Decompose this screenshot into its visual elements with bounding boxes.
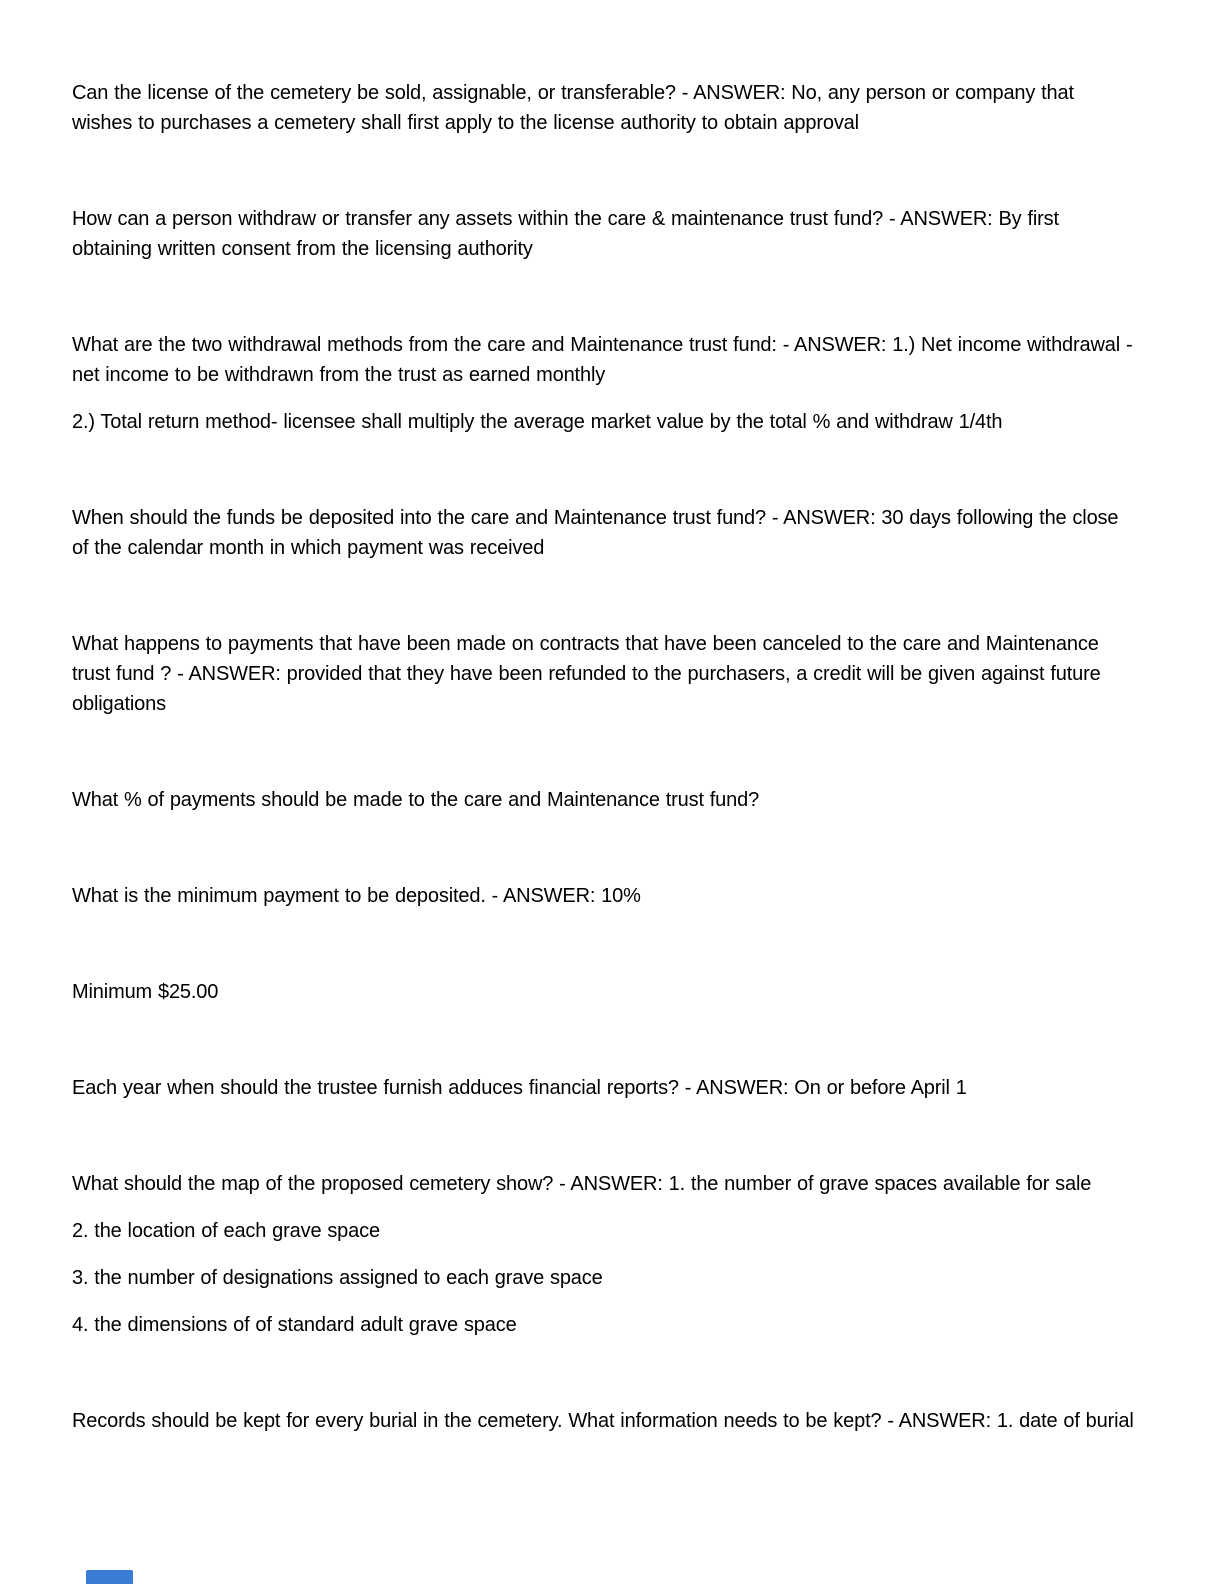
paragraph: What is the minimum payment to be deposited. - ANSWER: 10% bbox=[72, 885, 641, 907]
paragraph: When should the funds be deposited into the care and Maintenance trust fund? - ANSWER: 30 days following the close of the calendar month in which payment was received bbox=[72, 507, 1119, 559]
paragraph: 2.) Total return method- licensee shall multiply the average market value by the total % and withdraw 1/4th bbox=[72, 411, 1003, 433]
paragraph: 4. the dimensions of of standard adult grave space bbox=[72, 1314, 517, 1336]
paragraph: What are the two withdrawal methods from the care and Maintenance trust fund: - ANSWER: 1.) Net income withdrawal - net income to be withdrawn from the trust as earned monthly bbox=[72, 334, 1133, 386]
paragraph: Minimum $25.00 bbox=[72, 981, 219, 1003]
paragraph: How can a person withdraw or transfer any assets within the care & maintenance trust fund? - ANSWER: By first obtaining written consent from the licensing authority bbox=[72, 208, 1059, 260]
paragraph: What % of payments should be made to the care and Maintenance trust fund? bbox=[72, 789, 760, 811]
paragraph: 3. the number of designations assigned to each grave space bbox=[72, 1267, 603, 1289]
paragraph: Each year when should the trustee furnish adduces financial reports? - ANSWER: On or before April 1 bbox=[72, 1077, 967, 1099]
paragraph: What happens to payments that have been made on contracts that have been canceled to the care and Maintenance trust fund ? - ANSWER: provided that they have been refunded to the purchasers, a credit will be given against future obligations bbox=[72, 633, 1101, 715]
paragraph: Can the license of the cemetery be sold, assignable, or transferable? - ANSWER: No, any person or company that wishes to purchases a cemetery shall first apply to the license authority to obtain approval bbox=[72, 82, 1074, 134]
paragraph: What should the map of the proposed cemetery show? - ANSWER: 1. the number of grave spaces available for sale bbox=[72, 1173, 1092, 1195]
document-body bbox=[72, 78, 1152, 1436]
blue-marker bbox=[86, 1570, 133, 1584]
paragraph: Records should be kept for every burial in the cemetery. What information needs to be kept? - ANSWER: 1. date of burial bbox=[72, 1410, 1134, 1432]
paragraph: 2. the location of each grave space bbox=[72, 1220, 380, 1242]
